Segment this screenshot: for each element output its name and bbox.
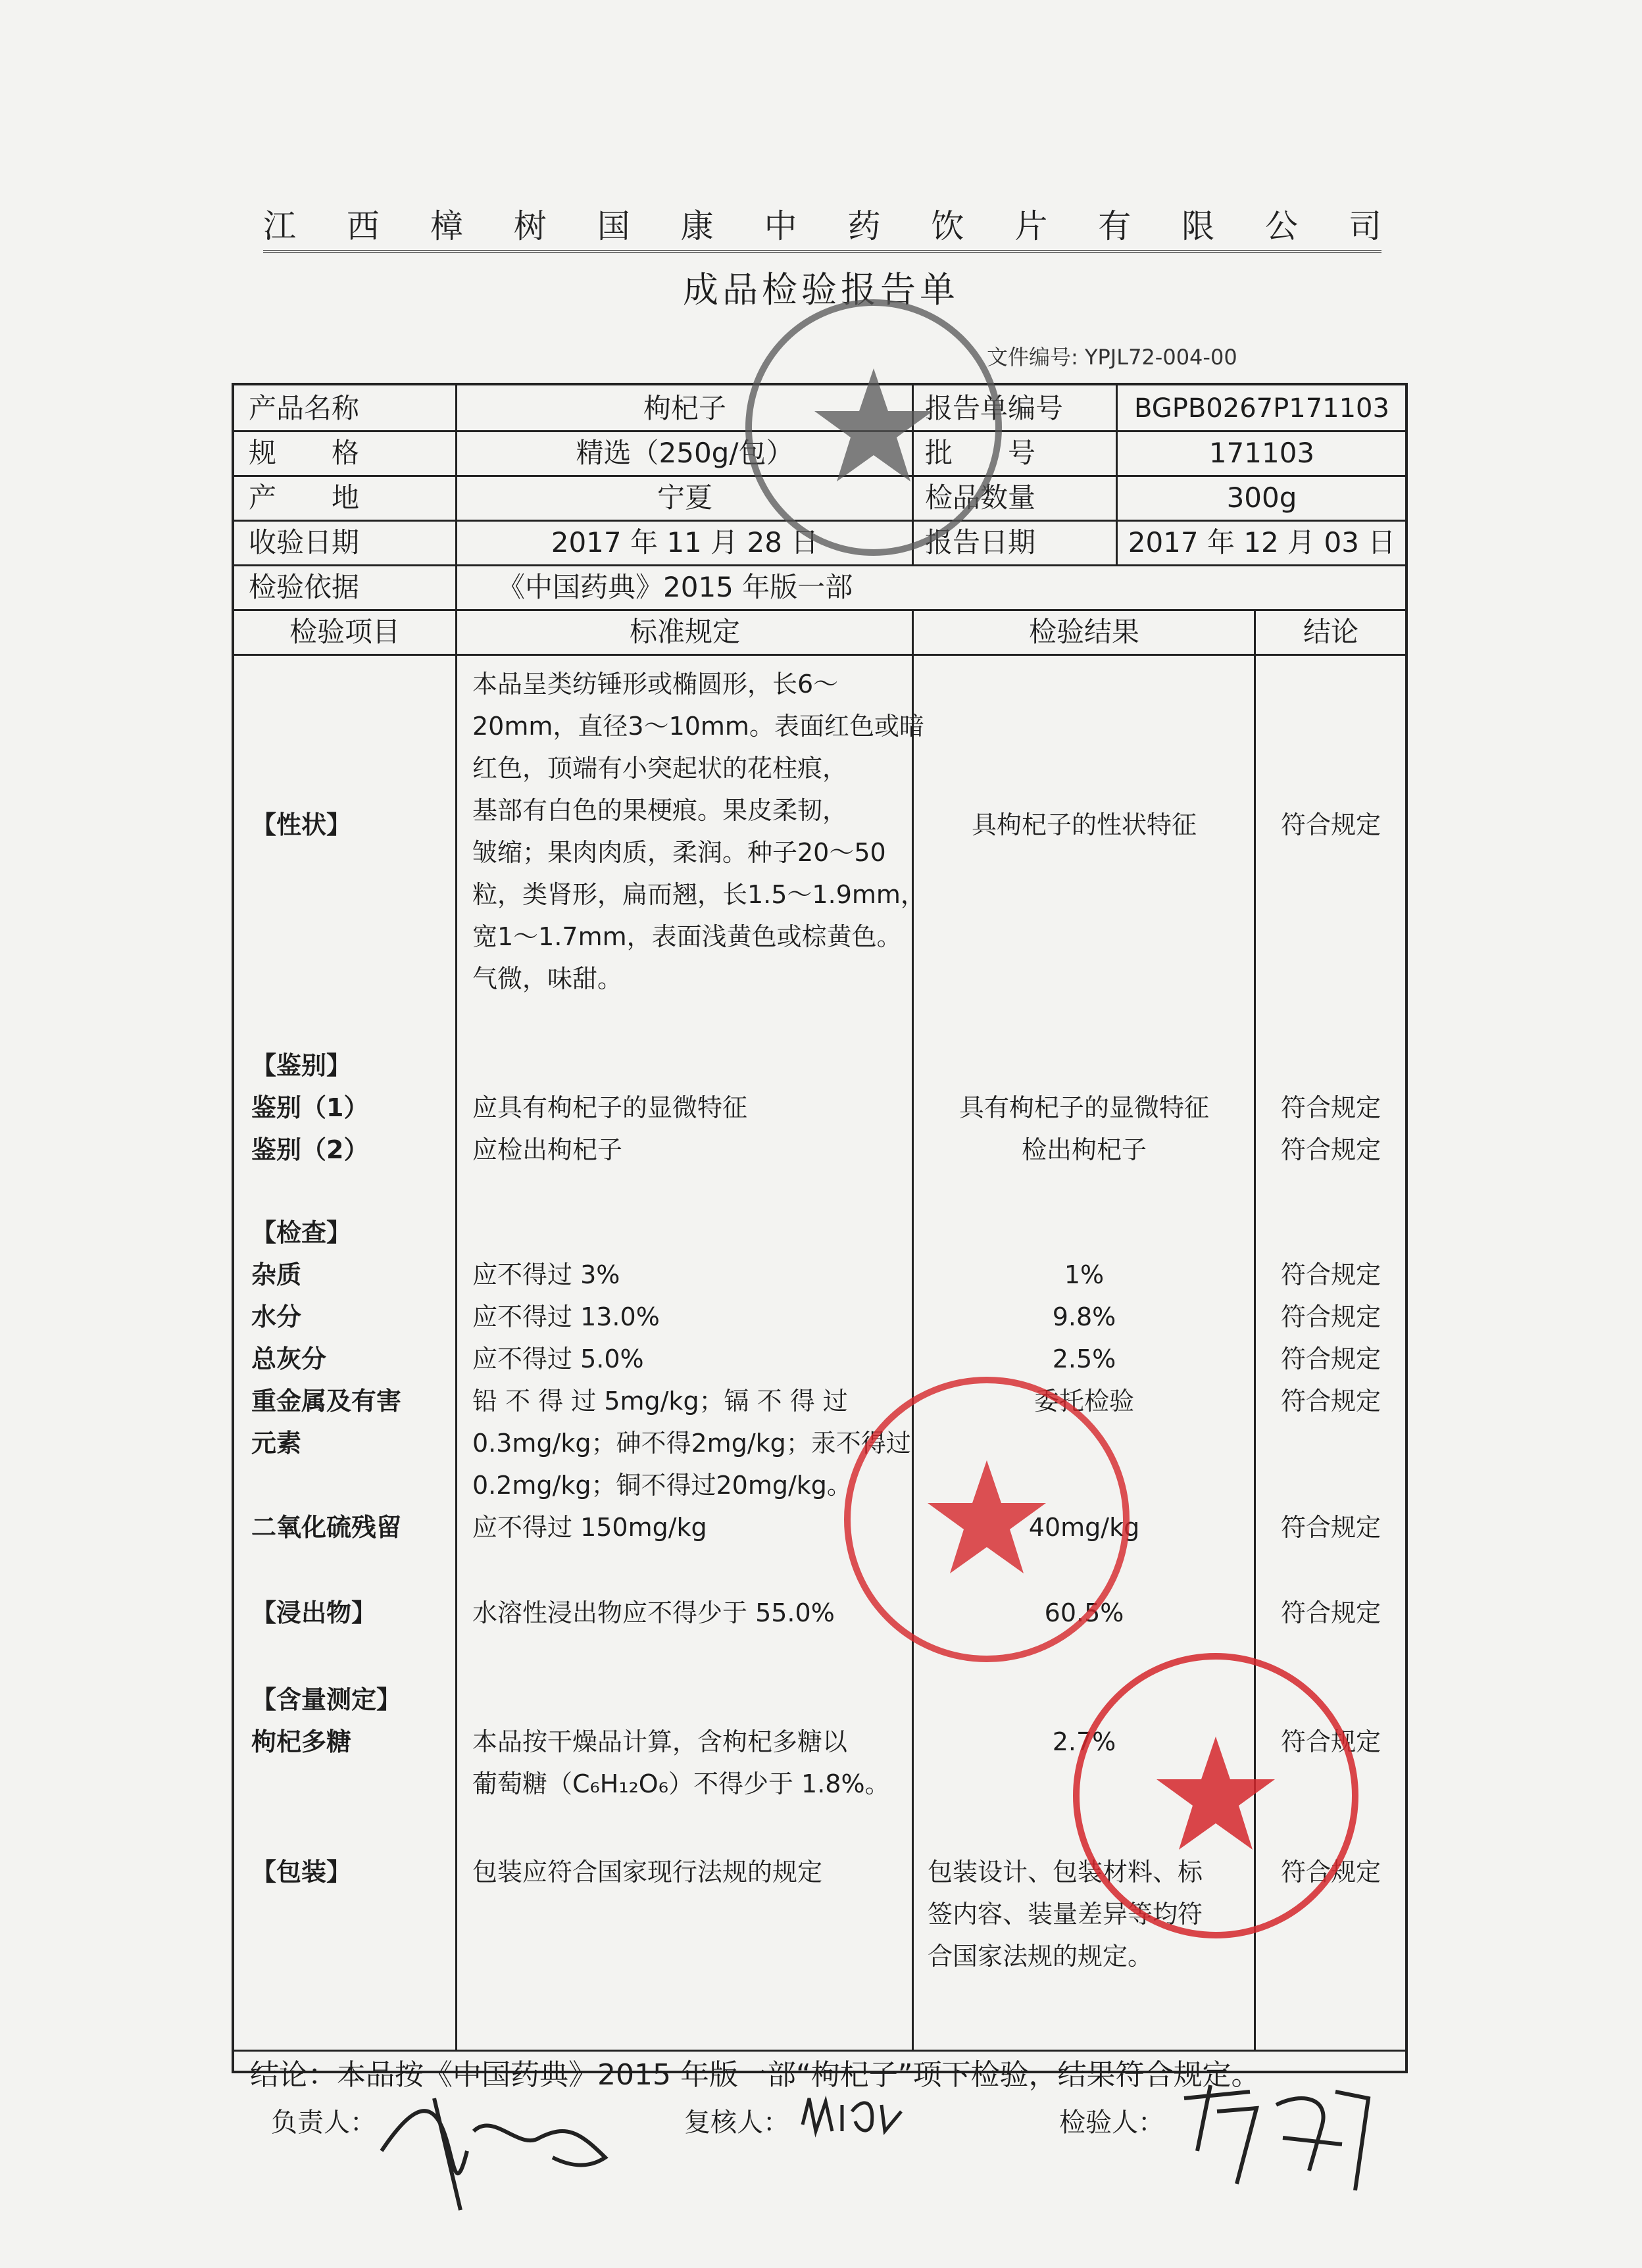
so2-standard: 应不得过 150mg/kg <box>472 1513 707 1542</box>
section-label-baozhuang: 【包装】 <box>251 1858 352 1886</box>
spec: 精选（250g/包） <box>576 437 794 469</box>
document-number: 文件编号: YPJL72-004-00 <box>987 345 1237 370</box>
inspector-label: 检验人： <box>1059 2108 1164 2138</box>
hanliang-conclusion: 符合规定 <box>1280 1727 1381 1756</box>
responsible-label: 负责人： <box>271 2108 376 2138</box>
qty-label: 检品数量 <box>925 481 1036 514</box>
jiangsu-quality-stamp <box>1064 1644 1367 1947</box>
jianbie-1-item: 鉴别（1） <box>251 1093 369 1122</box>
pharma-quality-stamp <box>835 1368 1138 1671</box>
col-divider <box>1116 385 1118 564</box>
xingzhuang-result: 具枸杞子的性状特征 <box>971 810 1197 839</box>
report-date: 2017 年 12 月 03 日 <box>1128 526 1396 558</box>
jinchu-conclusion: 符合规定 <box>1280 1598 1381 1627</box>
report-no: BGPB0267P171103 <box>1134 393 1389 424</box>
hanliang-item: 枸杞多糖 <box>251 1727 352 1756</box>
company-char: 片 <box>1014 207 1048 245</box>
baozhuang-standard: 包装应符合国家现行法规的规定 <box>472 1858 823 1886</box>
jianbie-2-result: 检出枸杞子 <box>1021 1135 1147 1164</box>
company-quality-stamp <box>735 289 1012 566</box>
metal-item-2: 元素 <box>251 1429 302 1458</box>
xingzhuang-standard: 本品呈类纺锤形或椭圆形，长6～ 20mm，直径3～10mm。表面红色或暗 红色，顶端有小突起状的花柱痕， 基部有白色的果梗痕。果皮柔韧， 皱缩；果肉肉质，柔润。种子20～50 粒，类肾形，扁而翘，长1.5～1.9mm， 宽1～1.7mm，表面浅黄色或棕黄色。 气微，味甜。 <box>472 670 926 993</box>
basis-label: 检验依据 <box>249 571 360 603</box>
col-header-result: 检验结果 <box>1028 616 1139 648</box>
inspector-signature <box>1171 2072 1395 2204</box>
basis: 《中国药典》2015 年版一部 <box>497 571 853 603</box>
report-title: 成品检验报告单 <box>683 269 959 310</box>
jinchu-standard: 水溶性浸出物应不得少于 55.0% <box>472 1598 835 1627</box>
jinchu-result: 60.5% <box>1044 1598 1124 1627</box>
jianbie-2-standard: 应检出枸杞子 <box>472 1135 623 1164</box>
company-char: 司 <box>1348 207 1381 245</box>
spec-label: 规 格 <box>249 437 360 469</box>
huifen-standard: 应不得过 5.0% <box>472 1344 644 1373</box>
jianbie-1-standard: 应具有枸杞子的显微特征 <box>472 1093 748 1122</box>
company-char: 限 <box>1182 207 1215 245</box>
zazhi-standard: 应不得过 3% <box>472 1260 620 1289</box>
company-char: 中 <box>764 207 797 245</box>
huifen-conclusion: 符合规定 <box>1280 1344 1381 1373</box>
zazhi-item: 杂质 <box>251 1260 302 1289</box>
section-label-jiancha: 【检查】 <box>251 1218 352 1247</box>
jianbie-1-conclusion: 符合规定 <box>1280 1093 1381 1122</box>
company-char: 西 <box>346 207 380 245</box>
report-date-label: 报告日期 <box>925 526 1036 558</box>
xingzhuang-conclusion: 符合规定 <box>1280 810 1381 839</box>
hanliang-result: 2.7% <box>1052 1727 1116 1756</box>
company-char: 树 <box>513 207 547 245</box>
so2-conclusion: 符合规定 <box>1280 1513 1381 1542</box>
metal-item: 重金属及有害 <box>251 1387 402 1416</box>
company-name <box>263 197 1381 253</box>
recv-date: 2017 年 11 月 28 日 <box>551 526 819 558</box>
section-label-xingzhuang: 【性状】 <box>251 810 352 839</box>
col-header-item: 检验项目 <box>289 616 400 648</box>
so2-result: 40mg/kg <box>1028 1513 1140 1542</box>
section-label-jinchu: 【浸出物】 <box>251 1598 377 1627</box>
sample-qty: 300g <box>1226 481 1297 514</box>
col-divider <box>455 609 457 2050</box>
batch-number: 171103 <box>1208 437 1315 469</box>
zazhi-conclusion: 符合规定 <box>1280 1260 1381 1289</box>
col-header-standard: 标准规定 <box>629 616 740 648</box>
section-label-hanliang: 【含量测定】 <box>251 1685 402 1714</box>
shuifen-standard: 应不得过 13.0% <box>472 1302 660 1331</box>
metal-result: 委托检验 <box>1033 1387 1134 1416</box>
responsible-signature <box>368 2072 645 2217</box>
company-char: 公 <box>1265 207 1299 245</box>
company-char: 有 <box>1098 207 1132 245</box>
metal-standard: 铅 不 得 过 5mg/kg；镉 不 得 过 0.3mg/kg；砷不得2mg/kg；汞不得过 0.2mg/kg；铜不得过20mg/kg。 <box>472 1387 911 1500</box>
metal-conclusion: 符合规定 <box>1280 1387 1381 1416</box>
zazhi-result: 1% <box>1064 1260 1105 1289</box>
col-header-conclusion: 结论 <box>1303 616 1358 648</box>
reviewer-label: 复核人： <box>684 2108 789 2138</box>
jianbie-2-item: 鉴别（2） <box>251 1135 369 1164</box>
so2-item: 二氧化硫残留 <box>251 1513 402 1542</box>
company-char: 药 <box>847 207 881 245</box>
company-char: 樟 <box>430 207 463 245</box>
origin-label: 产 地 <box>249 481 360 514</box>
batch-label: 批 号 <box>925 437 1036 469</box>
reviewer-signature <box>796 2085 928 2144</box>
product-name-label: 产品名称 <box>249 392 360 424</box>
baozhuang-conclusion: 符合规定 <box>1280 1858 1381 1886</box>
baozhuang-result: 包装设计、包装材料、标 签内容、装量差异等均符 合国家法规的规定。 <box>928 1858 1203 1971</box>
company-char: 江 <box>263 207 296 245</box>
shuifen-conclusion: 符合规定 <box>1280 1302 1381 1331</box>
final-conclusion: 结论：本品按《中国药典》2015 年版一部“枸杞子”项下检验，结果符合规定。 <box>250 2058 1260 2092</box>
section-label-jianbie: 【鉴别】 <box>251 1051 352 1080</box>
jianbie-1-result: 具有枸杞子的显微特征 <box>958 1093 1209 1122</box>
company-char: 饮 <box>931 207 964 245</box>
shuifen-item: 水分 <box>251 1302 302 1331</box>
product-name: 枸杞子 <box>643 392 726 424</box>
origin: 宁夏 <box>657 481 712 514</box>
shuifen-result: 9.8% <box>1052 1302 1116 1331</box>
huifen-item: 总灰分 <box>251 1344 327 1373</box>
huifen-result: 2.5% <box>1052 1344 1116 1373</box>
hanliang-standard: 本品按干燥品计算，含枸杞多糖以 葡萄糖（C₆H₁₂O₆）不得少于 1.8%。 <box>472 1727 890 1798</box>
company-char: 康 <box>680 207 714 245</box>
company-char: 国 <box>597 207 630 245</box>
jianbie-2-conclusion: 符合规定 <box>1280 1135 1381 1164</box>
recv-date-label: 收验日期 <box>249 526 360 558</box>
report-no-label: 报告单编号 <box>925 392 1064 424</box>
